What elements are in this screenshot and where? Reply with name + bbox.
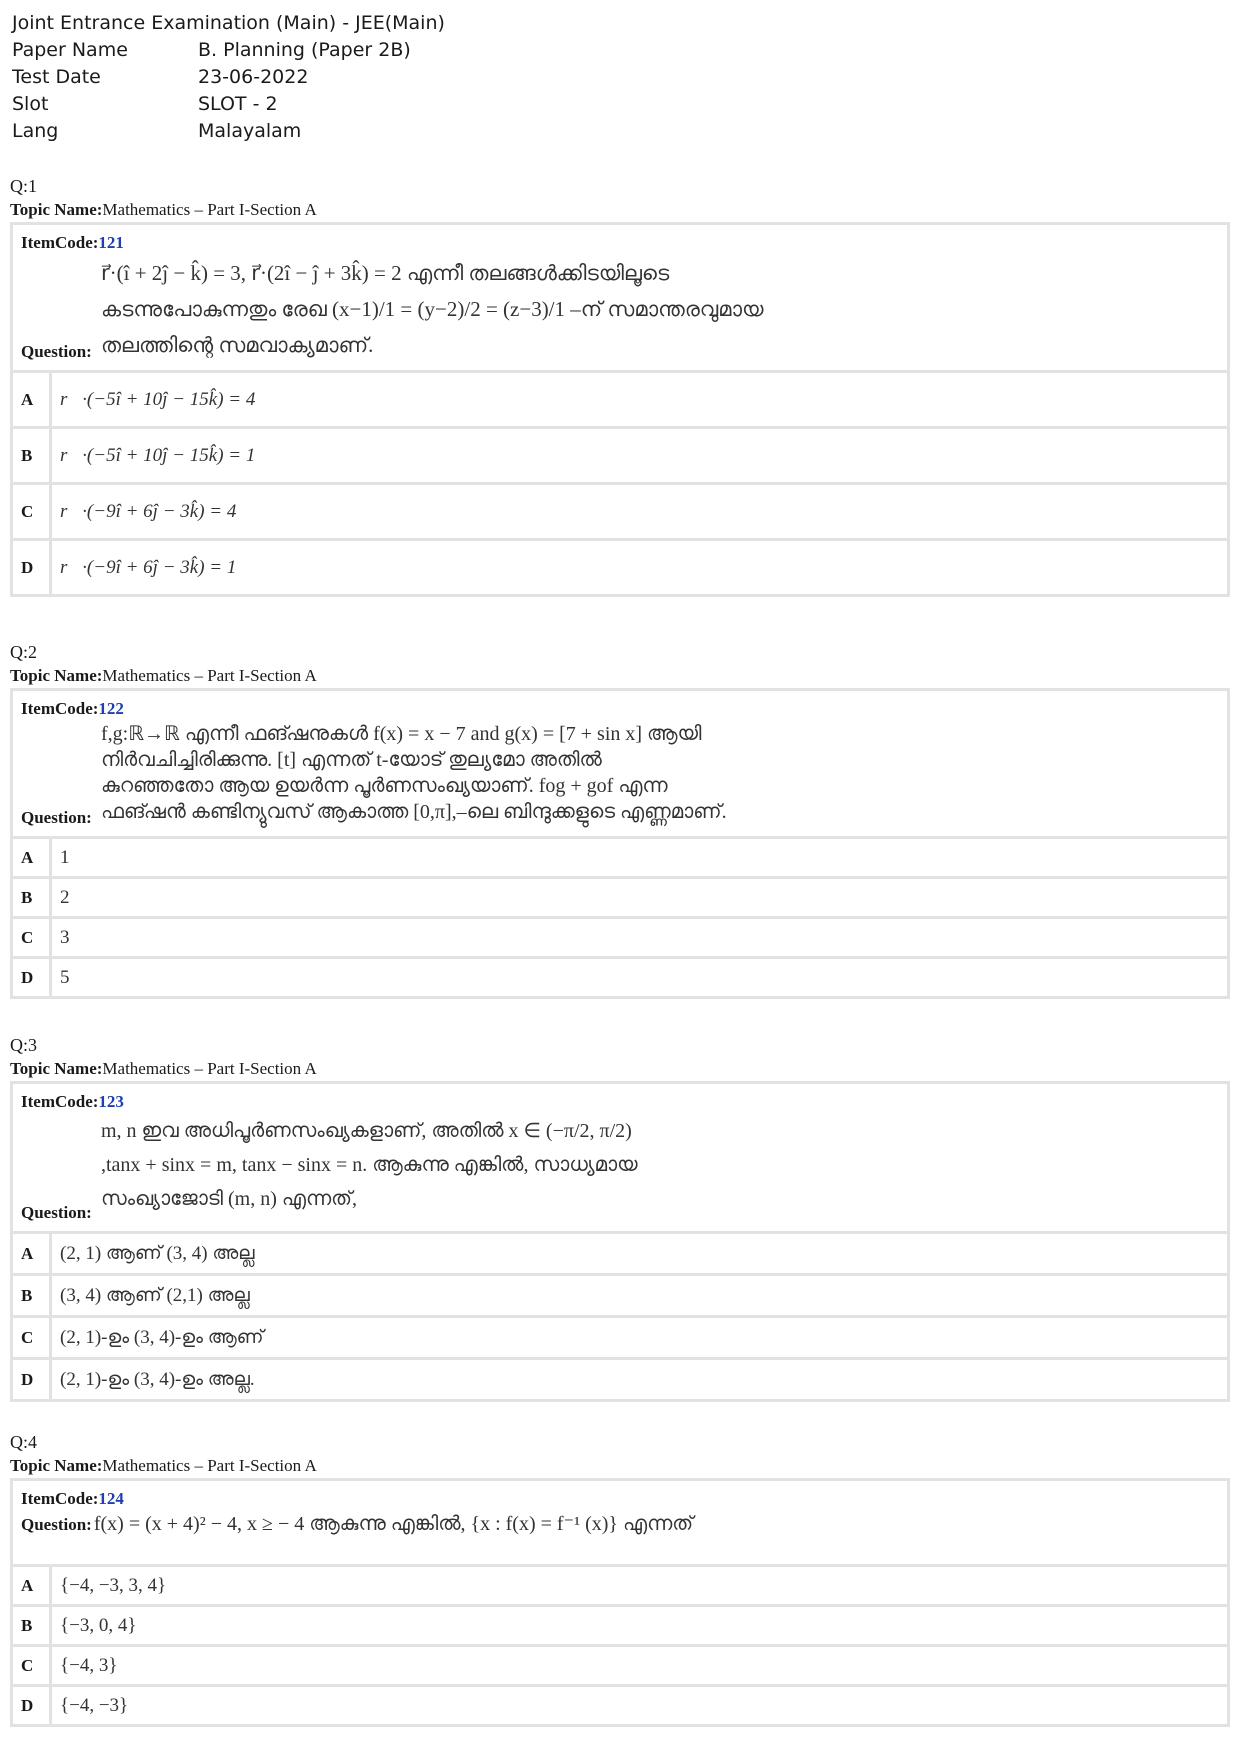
question-text [21,1511,1219,1536]
question-block [13,225,1227,373]
header-value: B. Planning (Paper 2B) [198,39,411,61]
question-block [13,1084,1227,1234]
option-letter: B [13,879,52,916]
option-letter: D [13,541,52,594]
header-row-paper [12,37,445,64]
item-code: ItemCode:124 [21,1489,124,1508]
question-text [101,1114,1219,1216]
option-letter: B [13,1276,52,1315]
question-3 [10,1033,1230,1402]
option-letter: B [13,429,52,482]
option-letter: A [13,373,52,426]
question-line: m, n ഇവ അധിപൂർണസംഖ്യകളാണ്, അതിൽ x ∈ (−π/2, π/2) [101,1120,632,1142]
question-line: സംഖ്യാജോടി (m, n) എന്നത്, [101,1188,358,1210]
question-4 [10,1430,1230,1727]
question-label: Question: [21,1203,92,1222]
question-line: തലത്തിന്റെ സമവാക്യമാണ്. [101,333,374,357]
option-letter: B [13,1607,52,1644]
header-value: SLOT - 2 [198,93,278,115]
option-letter: D [13,1360,52,1399]
option-d[interactable] [13,541,1227,594]
option-letter: D [13,959,52,996]
option-text: {−4, −3} [60,1694,129,1716]
exam-header [12,10,445,145]
topic-name: Topic Name:Mathematics – Part I-Section A [10,1456,317,1475]
question-label: Question: [21,1515,92,1534]
question-number: Q:4 [10,1432,37,1452]
question-number: Q:2 [10,642,37,662]
option-b[interactable] [13,879,1227,919]
option-text: (2, 1)-ഉം (3, 4)-ഉം അല്ല. [60,1368,255,1390]
item-code: ItemCode:122 [21,699,124,718]
option-c[interactable] [13,1647,1227,1687]
option-letter: A [13,839,52,876]
option-text: {−3, 0, 4} [60,1614,137,1636]
item-code: ItemCode:121 [21,233,124,252]
option-b[interactable] [13,1607,1227,1647]
question-line: f(x) = (x + 4)² − 4, x ≥ − 4 ആകുന്നു എങ്കിൽ, {x : f(x) = f⁻¹ (x)} എന്നത് [93,1513,694,1535]
question-number: Q:1 [10,176,37,196]
topic-name: Topic Name:Mathematics – Part I-Section A [10,1059,317,1078]
option-text: r⃗·(−9î + 6ĵ − 3k̂) = 4 [60,500,237,522]
header-key: Lang [12,120,59,142]
option-text: 1 [60,846,70,868]
option-text: r⃗·(−5î + 10ĵ − 15k̂) = 1 [60,444,256,466]
option-d[interactable] [13,1687,1227,1724]
option-d[interactable] [13,1360,1227,1399]
option-a[interactable] [13,1567,1227,1607]
header-row-slot [12,91,445,118]
option-letter: C [13,1647,52,1684]
header-row-date [12,64,445,91]
question-line: നിർവചിച്ചിരിക്കുന്നു. [t] എന്നത് t-യോട് തുല്യമോ അതിൽ [101,749,602,771]
option-b[interactable] [13,429,1227,485]
option-text: r⃗·(−9î + 6ĵ − 3k̂) = 1 [60,556,237,578]
option-c[interactable] [13,919,1227,959]
question-box [10,688,1230,999]
question-2 [10,640,1230,999]
option-letter: C [13,485,52,538]
question-1 [10,174,1230,597]
topic-name: Topic Name:Mathematics – Part I-Section A [10,200,317,219]
question-label: Question: [21,342,92,361]
option-text: {−4, −3, 3, 4} [60,1574,167,1596]
header-key: Paper Name [12,39,128,61]
question-block [13,1481,1227,1567]
option-letter: A [13,1234,52,1273]
option-letter: C [13,1318,52,1357]
topic-name: Topic Name:Mathematics – Part I-Section A [10,666,317,685]
option-text: r⃗·(−5î + 10ĵ − 15k̂) = 4 [60,388,256,410]
question-number: Q:3 [10,1035,37,1055]
question-box [10,1478,1230,1727]
question-line: ,tanx + sinx = m, tanx − sinx = n. ആകുന്നു എങ്കിൽ, സാധ്യമായ [101,1154,638,1176]
question-text [101,255,1219,363]
option-text: (2, 1) ആണ് (3, 4) അല്ല [60,1242,255,1264]
option-c[interactable] [13,1318,1227,1360]
option-text: 3 [60,926,70,948]
exam-title: Joint Entrance Examination (Main) - JEE(Main) [12,12,445,34]
header-key: Slot [12,93,49,115]
option-text: {−4, 3} [60,1654,118,1676]
option-b[interactable] [13,1276,1227,1318]
question-text [101,721,1219,825]
question-label: Question: [21,808,92,827]
option-letter: C [13,919,52,956]
question-line: കുറഞ്ഞതോ ആയ ഉയർന്ന പൂർണസംഖ്യയാണ്. fog + gof എന്ന [101,775,668,797]
question-line: r⃗·(î + 2ĵ − k̂) = 3, r⃗·(2î − ĵ + 3k̂) = 2 എന്നീ തലങ്ങൾക്കിടയിലൂടെ [101,261,670,285]
option-c[interactable] [13,485,1227,541]
option-letter: D [13,1687,52,1724]
question-block [13,691,1227,839]
header-row-lang [12,118,445,145]
question-line: ഫങ്ഷൻ കണ്ടിന്യുവസ് ആകാത്ത [0,π],–ലെ ബിന്ദുക്കളുടെ എണ്ണമാണ്. [101,801,727,823]
option-text: (3, 4) ആണ് (2,1) അല്ല [60,1284,250,1306]
item-code: ItemCode:123 [21,1092,124,1111]
question-box [10,1081,1230,1402]
option-d[interactable] [13,959,1227,996]
header-key: Test Date [12,66,101,88]
option-text: 2 [60,886,70,908]
question-line: കടന്നുപോകുന്നതും രേഖ (x−1)/1 = (y−2)/2 = (z−3)/1 –ന് സമാന്തരവുമായ [101,297,764,321]
option-a[interactable] [13,839,1227,879]
header-value: Malayalam [198,120,302,142]
question-box [10,222,1230,597]
option-text: 5 [60,966,70,988]
option-letter: A [13,1567,52,1604]
option-text: (2, 1)-ഉം (3, 4)-ഉം ആണ് [60,1326,264,1348]
header-value: 23-06-2022 [198,66,309,88]
option-a[interactable] [13,1234,1227,1276]
question-line: f,g:ℝ→ℝ എന്നീ ഫങ്ഷനുകൾ f(x) = x − 7 and g(x) = [7 + sin x] ആയി [101,723,702,745]
option-a[interactable] [13,373,1227,429]
